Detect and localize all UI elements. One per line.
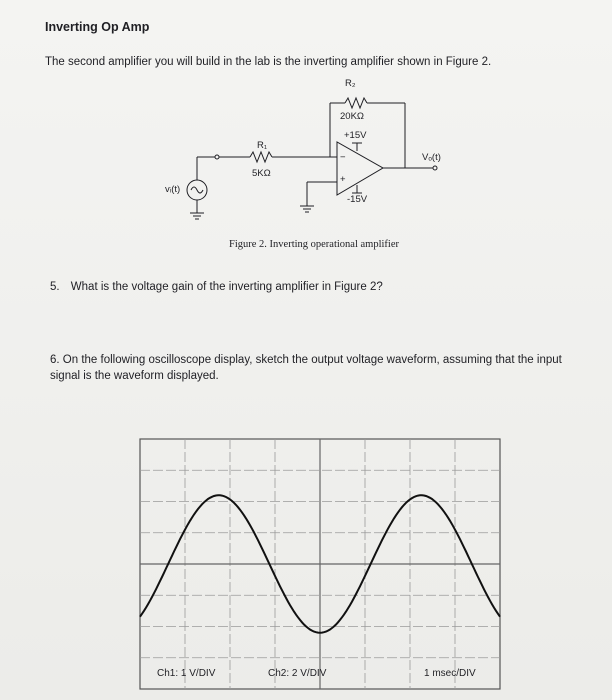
question-5-text: What is the voltage gain of the inverting amplifier in Figure 2?	[70, 281, 383, 293]
r2-label: R₂	[345, 78, 356, 89]
positive-supply-label: +15V	[344, 130, 367, 141]
ch2-scale-label: Ch2: 2 V/DIV	[268, 668, 327, 679]
input-voltage-label: vᵢ(t)	[165, 184, 181, 195]
r2-value: 20KΩ	[340, 111, 365, 122]
output-voltage-label: Vₒ(t)	[422, 152, 441, 163]
r1-value: 5KΩ	[252, 168, 271, 179]
negative-supply-label: -15V	[347, 194, 368, 205]
r1-label: R₁	[257, 140, 268, 151]
ch1-scale-label: Ch1: 1 V/DIV	[157, 668, 216, 679]
question-6-text: 6. On the following oscilloscope display, sketch the output voltage waveform, assuming that the input signal is the waveform displayed.	[50, 354, 562, 382]
scope-grid	[140, 439, 500, 689]
question-5-number: 5.	[50, 281, 60, 293]
intro-text: The second amplifier you will build in the lab is the inverting amplifier shown in Figure 2.	[45, 56, 492, 68]
figure-caption: Figure 2. Inverting operational amplifier	[229, 239, 399, 250]
page-title: Inverting Op Amp	[45, 20, 150, 34]
time-scale-label: 1 msec/DIV	[424, 668, 476, 679]
noninverting-input-sign: +	[340, 174, 346, 185]
inverting-input-sign: −	[340, 152, 346, 163]
